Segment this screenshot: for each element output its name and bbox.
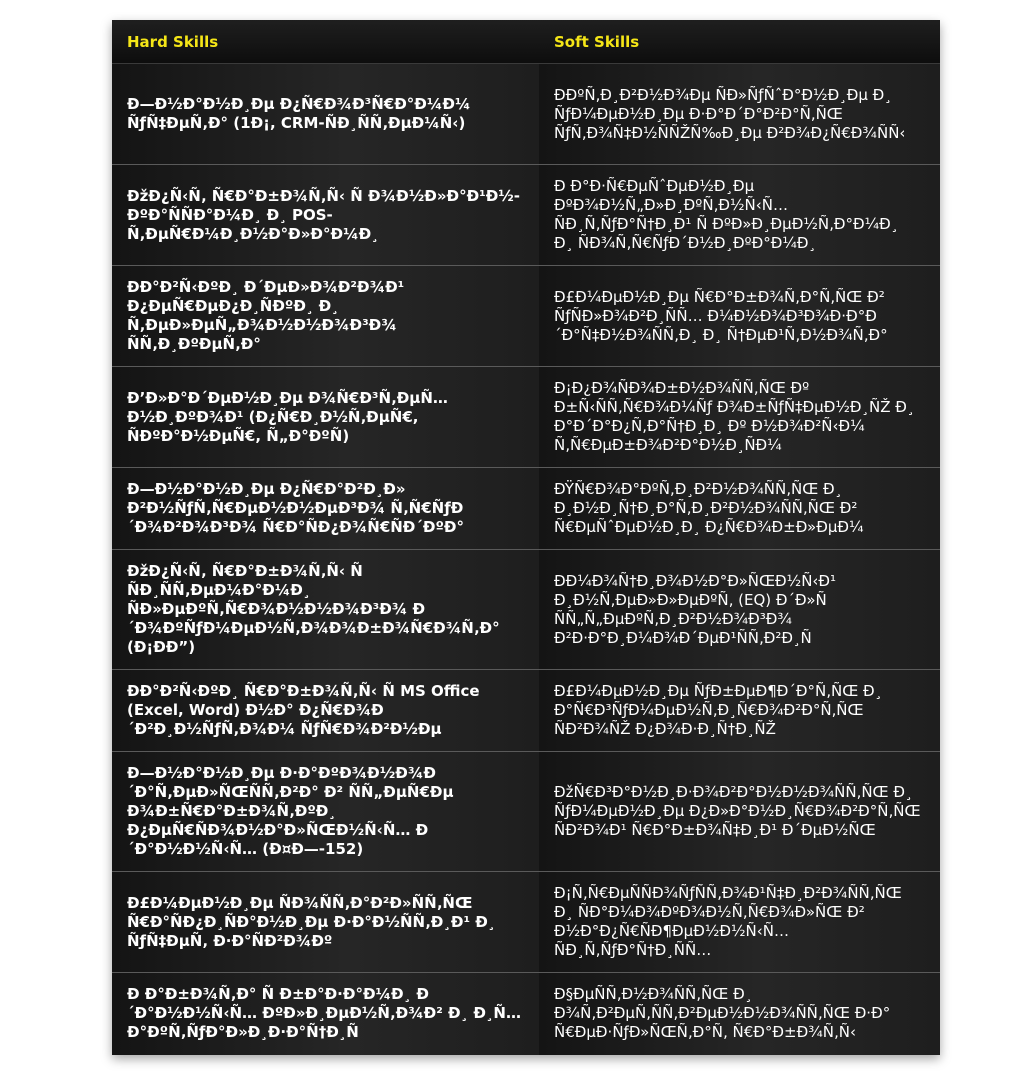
hard-skill-cell: Ð£Ð¼ÐµÐ½Ð¸Ðµ ÑÐ¾ÑÑ‚Ð°Ð²Ð»ÑÑ‚ÑŒ Ñ€Ð°ÑÐ¿Ð¸ÑÐ°Ð½Ð¸Ðµ Ð·Ð°Ð½ÑÑ‚Ð¸Ð¹ Ð¸ ÑƒÑ‡ÐµÑ‚ Ð·Ð°ÑÐ²Ð¾Ðº [112, 872, 539, 973]
table-row [112, 468, 940, 550]
table-row [112, 367, 940, 468]
hard-skill-cell: ÐžÐ¿Ñ‹Ñ‚ Ñ€Ð°Ð±Ð¾Ñ‚Ñ‹ Ñ Ð¾Ð½Ð»Ð°Ð¹Ð½-ÐºÐ°ÑÑÐ°Ð¼Ð¸ Ð¸ POS-Ñ‚ÐµÑ€Ð¼Ð¸Ð½Ð°Ð»Ð°Ð¼Ð¸ [112, 165, 539, 266]
header-hard-skills: Hard Skills [112, 20, 539, 64]
soft-skill-cell: Ð£Ð¼ÐµÐ½Ð¸Ðµ Ñ€Ð°Ð±Ð¾Ñ‚Ð°Ñ‚ÑŒ Ð² ÑƒÑÐ»Ð¾Ð²Ð¸ÑÑ… Ð¼Ð½Ð¾Ð³Ð¾Ð·Ð°Ð´Ð°Ñ‡Ð½Ð¾ÑÑ‚Ð¸ Ð¸ Ñ†ÐµÐ¹Ñ‚Ð½Ð¾Ñ‚Ð° [539, 266, 940, 367]
soft-skill-cell: Ð¡Ñ‚Ñ€ÐµÑÑÐ¾ÑƒÑÑ‚Ð¾Ð¹Ñ‡Ð¸Ð²Ð¾ÑÑ‚ÑŒ Ð¸ ÑÐ°Ð¼Ð¾ÐºÐ¾Ð½Ñ‚Ñ€Ð¾Ð»ÑŒ Ð² Ð½Ð°Ð¿Ñ€ÑÐ¶ÐµÐ½Ð½Ñ‹Ñ… ÑÐ¸Ñ‚ÑƒÐ°Ñ†Ð¸ÑÑ… [539, 872, 940, 973]
hard-skill-cell: Ð Ð°Ð±Ð¾Ñ‚Ð° Ñ Ð±Ð°Ð·Ð°Ð¼Ð¸ Ð´Ð°Ð½Ð½Ñ‹Ñ… ÐºÐ»Ð¸ÐµÐ½Ñ‚Ð¾Ð² Ð¸ Ð¸Ñ… Ð°ÐºÑ‚ÑƒÐ°Ð»Ð¸Ð·Ð°Ñ†Ð¸Ñ [112, 973, 539, 1055]
hard-skill-cell: ÐÐ°Ð²Ñ‹ÐºÐ¸ Ñ€Ð°Ð±Ð¾Ñ‚Ñ‹ Ñ MS Office (Excel, Word) Ð½Ð° Ð¿Ñ€Ð¾Ð´Ð²Ð¸Ð½ÑƒÑ‚Ð¾Ð¼ ÑƒÑ€Ð¾Ð²Ð½Ðµ [112, 670, 539, 752]
hard-skill-cell: Ð—Ð½Ð°Ð½Ð¸Ðµ Ð¿Ñ€Ð¾Ð³Ñ€Ð°Ð¼Ð¼ ÑƒÑ‡ÐµÑ‚Ð° (1Ð¡, CRM-ÑÐ¸ÑÑ‚ÐµÐ¼Ñ‹) [112, 64, 539, 165]
hard-skill-cell: ÐÐ°Ð²Ñ‹ÐºÐ¸ Ð´ÐµÐ»Ð¾Ð²Ð¾Ð¹ Ð¿ÐµÑ€ÐµÐ¿Ð¸ÑÐºÐ¸ Ð¸ Ñ‚ÐµÐ»ÐµÑ„Ð¾Ð½Ð½Ð¾Ð³Ð¾ ÑÑ‚Ð¸ÐºÐµÑ‚Ð° [112, 266, 539, 367]
hard-skill-cell: Ð—Ð½Ð°Ð½Ð¸Ðµ Ð¿Ñ€Ð°Ð²Ð¸Ð» Ð²Ð½ÑƒÑ‚Ñ€ÐµÐ½Ð½ÐµÐ³Ð¾ Ñ‚Ñ€ÑƒÐ´Ð¾Ð²Ð¾Ð³Ð¾ Ñ€Ð°ÑÐ¿Ð¾Ñ€ÑÐ´ÐºÐ° [112, 468, 539, 550]
soft-skill-cell: ÐžÑ€Ð³Ð°Ð½Ð¸Ð·Ð¾Ð²Ð°Ð½Ð½Ð¾ÑÑ‚ÑŒ Ð¸ ÑƒÐ¼ÐµÐ½Ð¸Ðµ Ð¿Ð»Ð°Ð½Ð¸Ñ€Ð¾Ð²Ð°Ñ‚ÑŒ ÑÐ²Ð¾Ð¹ Ñ€Ð°Ð±Ð¾Ñ‡Ð¸Ð¹ Ð´ÐµÐ½ÑŒ [539, 752, 940, 872]
table-header [112, 20, 940, 64]
hard-skill-cell: Ð’Ð»Ð°Ð´ÐµÐ½Ð¸Ðµ Ð¾Ñ€Ð³Ñ‚ÐµÑ…Ð½Ð¸ÐºÐ¾Ð¹ (Ð¿Ñ€Ð¸Ð½Ñ‚ÐµÑ€, ÑÐºÐ°Ð½ÐµÑ€, Ñ„Ð°ÐºÑ) [112, 367, 539, 468]
skills-table-container [112, 20, 940, 1055]
soft-skill-cell: ÐŸÑ€Ð¾Ð°ÐºÑ‚Ð¸Ð²Ð½Ð¾ÑÑ‚ÑŒ Ð¸ Ð¸Ð½Ð¸Ñ†Ð¸Ð°Ñ‚Ð¸Ð²Ð½Ð¾ÑÑ‚ÑŒ Ð² Ñ€ÐµÑˆÐµÐ½Ð¸Ð¸ Ð¿Ñ€Ð¾Ð±Ð»ÐµÐ¼ [539, 468, 940, 550]
hard-skill-cell: ÐžÐ¿Ñ‹Ñ‚ Ñ€Ð°Ð±Ð¾Ñ‚Ñ‹ Ñ ÑÐ¸ÑÑ‚ÐµÐ¼Ð°Ð¼Ð¸ ÑÐ»ÐµÐºÑ‚Ñ€Ð¾Ð½Ð½Ð¾Ð³Ð¾ Ð´Ð¾ÐºÑƒÐ¼ÐµÐ½Ñ‚Ð¾Ð¾Ð±Ð¾Ñ€Ð¾Ñ‚Ð° (Ð¡ÐÐ”) [112, 550, 539, 670]
soft-skill-cell: Ð§ÐµÑÑ‚Ð½Ð¾ÑÑ‚ÑŒ Ð¸ Ð¾Ñ‚Ð²ÐµÑ‚ÑÑ‚Ð²ÐµÐ½Ð½Ð¾ÑÑ‚ÑŒ Ð·Ð° Ñ€ÐµÐ·ÑƒÐ»ÑŒÑ‚Ð°Ñ‚ Ñ€Ð°Ð±Ð¾Ñ‚Ñ‹ [539, 973, 940, 1055]
table-row [112, 670, 940, 752]
table-row [112, 872, 940, 973]
table-row [112, 973, 940, 1055]
table-row [112, 165, 940, 266]
soft-skill-cell: ÐÐ¼Ð¾Ñ†Ð¸Ð¾Ð½Ð°Ð»ÑŒÐ½Ñ‹Ð¹ Ð¸Ð½Ñ‚ÐµÐ»Ð»ÐµÐºÑ‚ (EQ) Ð´Ð»Ñ ÑÑ„Ñ„ÐµÐºÑ‚Ð¸Ð²Ð½Ð¾Ð³Ð¾ Ð²Ð·Ð°Ð¸Ð¼Ð¾Ð´ÐµÐ¹ÑÑ‚Ð²Ð¸Ñ [539, 550, 940, 670]
table-row [112, 64, 940, 165]
table-body [112, 64, 940, 1055]
soft-skill-cell: Ð¡Ð¿Ð¾ÑÐ¾Ð±Ð½Ð¾ÑÑ‚ÑŒ Ðº Ð±Ñ‹ÑÑ‚Ñ€Ð¾Ð¼Ñƒ Ð¾Ð±ÑƒÑ‡ÐµÐ½Ð¸ÑŽ Ð¸ Ð°Ð´Ð°Ð¿Ñ‚Ð°Ñ†Ð¸Ð¸ Ðº Ð½Ð¾Ð²Ñ‹Ð¼ Ñ‚Ñ€ÐµÐ±Ð¾Ð²Ð°Ð½Ð¸ÑÐ¼ [539, 367, 940, 468]
table-row [112, 550, 940, 670]
soft-skill-cell: Ð£Ð¼ÐµÐ½Ð¸Ðµ ÑƒÐ±ÐµÐ¶Ð´Ð°Ñ‚ÑŒ Ð¸ Ð°Ñ€Ð³ÑƒÐ¼ÐµÐ½Ñ‚Ð¸Ñ€Ð¾Ð²Ð°Ñ‚ÑŒ ÑÐ²Ð¾ÑŽ Ð¿Ð¾Ð·Ð¸Ñ†Ð¸ÑŽ [539, 670, 940, 752]
soft-skill-cell: ÐÐºÑ‚Ð¸Ð²Ð½Ð¾Ðµ ÑÐ»ÑƒÑˆÐ°Ð½Ð¸Ðµ Ð¸ ÑƒÐ¼ÐµÐ½Ð¸Ðµ Ð·Ð°Ð´Ð°Ð²Ð°Ñ‚ÑŒ ÑƒÑ‚Ð¾Ñ‡Ð½ÑÑŽÑ‰Ð¸Ðµ Ð²Ð¾Ð¿Ñ€Ð¾ÑÑ‹ [539, 64, 940, 165]
table-row [112, 752, 940, 872]
soft-skill-cell: Ð Ð°Ð·Ñ€ÐµÑˆÐµÐ½Ð¸Ðµ ÐºÐ¾Ð½Ñ„Ð»Ð¸ÐºÑ‚Ð½Ñ‹Ñ… ÑÐ¸Ñ‚ÑƒÐ°Ñ†Ð¸Ð¹ Ñ ÐºÐ»Ð¸ÐµÐ½Ñ‚Ð°Ð¼Ð¸ Ð¸ ÑÐ¾Ñ‚Ñ€ÑƒÐ´Ð½Ð¸ÐºÐ°Ð¼Ð¸ [539, 165, 940, 266]
hard-skill-cell: Ð—Ð½Ð°Ð½Ð¸Ðµ Ð·Ð°ÐºÐ¾Ð½Ð¾Ð´Ð°Ñ‚ÐµÐ»ÑŒÑÑ‚Ð²Ð° Ð² ÑÑ„ÐµÑ€Ðµ Ð¾Ð±Ñ€Ð°Ð±Ð¾Ñ‚ÐºÐ¸ Ð¿ÐµÑ€ÑÐ¾Ð½Ð°Ð»ÑŒÐ½Ñ‹Ñ… Ð´Ð°Ð½Ð½Ñ‹Ñ… (Ð¤Ð—-152) [112, 752, 539, 872]
header-soft-skills: Soft Skills [539, 20, 940, 64]
table-row [112, 266, 940, 367]
header-row [112, 20, 940, 64]
skills-table [112, 20, 940, 1055]
